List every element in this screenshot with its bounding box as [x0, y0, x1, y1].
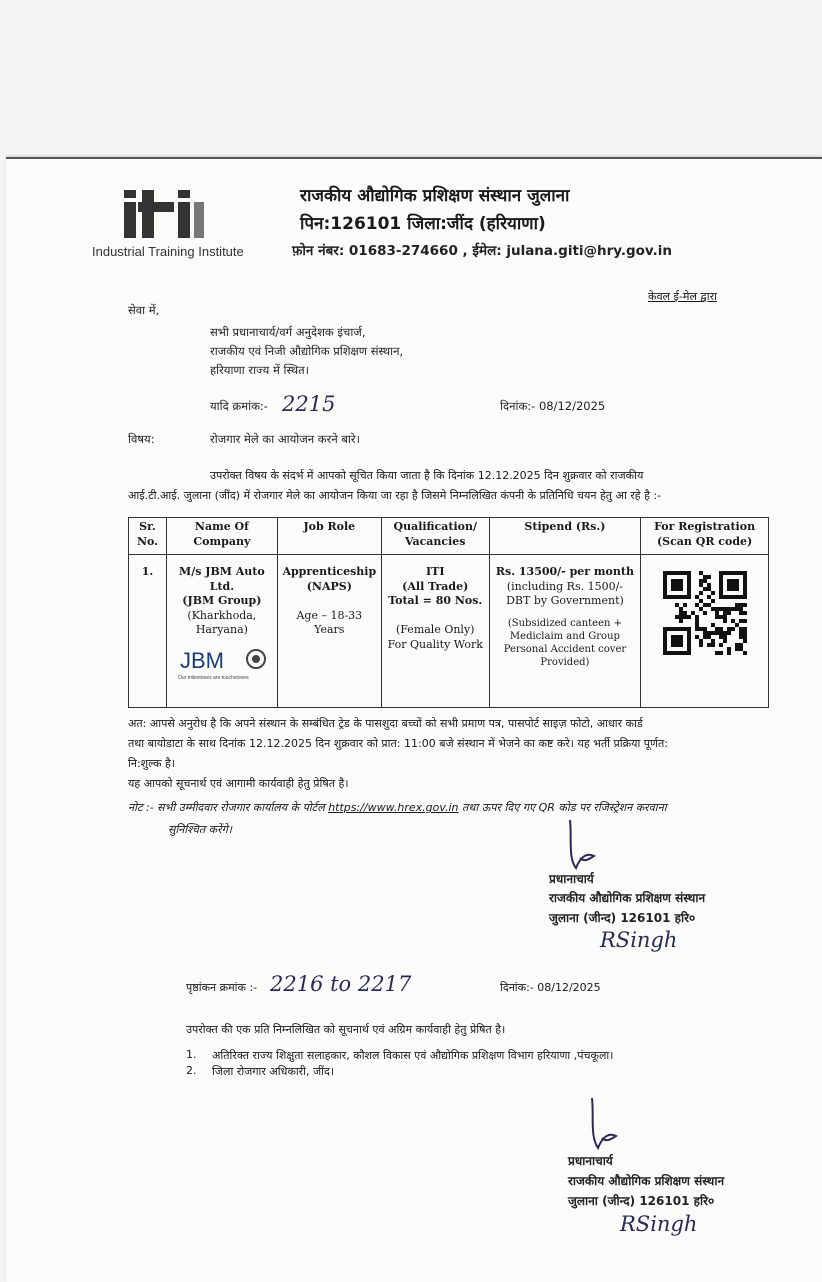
- recipient-number: 1.: [186, 1048, 197, 1061]
- stamp-title: प्रधानाचार्य: [549, 872, 594, 886]
- note-line: सुनिश्चित करेंगे।: [168, 823, 232, 836]
- note-suffix: तथा ऊपर दिए गए QR कोड पर रजिस्ट्रेशन करवाना: [462, 801, 667, 814]
- intro-line: उपरोक्त विषय के संदर्भ में आपको सूचित किया जाता है कि दिनांक 12.12.2025 दिन शुक्रवार को राजकीय: [210, 469, 644, 482]
- stamp-line: जुलाना (जीन्द) 126101 हरि०: [568, 1194, 715, 1208]
- addressee-line: राजकीय एवं निजी औद्योगिक प्रशिक्षण संस्थान,: [210, 344, 404, 358]
- subject-label: विषय:: [128, 432, 155, 446]
- institute-contact: फ़ोन नंबर: 01683-274660 , ईमेल: julana.giti@hry.gov.in: [292, 243, 672, 259]
- signature-mark: [558, 818, 618, 874]
- email-only-note: केवल ई-मेल द्वारा: [648, 290, 717, 303]
- institute-name: राजकीय औद्योगिक प्रशिक्षण संस्थान जुलाना: [300, 186, 570, 206]
- header-company: Name Of Company: [166, 518, 277, 555]
- stamp-line: राजकीय औद्योगिक प्रशिक्षण संस्थान: [549, 891, 706, 905]
- table-header-row: [129, 518, 769, 555]
- addressee-line: हरियाणा राज्य में स्थित।: [210, 363, 309, 377]
- cell-job-role: Apprenticeship (NAPS) Age – 18-33 Years: [277, 555, 381, 708]
- to-label: सेवा में,: [128, 303, 160, 317]
- recipient-number: 2.: [186, 1064, 197, 1077]
- header-qualification: Qualification/ Vacancies: [381, 518, 489, 555]
- ref-number-handwritten: 2215: [282, 392, 336, 416]
- svg-text:JBM: JBM: [179, 647, 224, 673]
- request-line: तथा बायोडाटा के साथ दिनांक 12.12.2025 दिन शुक्रवार को प्रात: 11:00 बजे संस्थान में भेजने का कष्ट करे। यह भर्ती प्रक्रिया पूर्णत:: [128, 737, 668, 750]
- request-line: नि:शुल्क है।: [128, 757, 176, 770]
- signature-mark: [578, 1096, 638, 1154]
- cell-sr: 1.: [129, 555, 167, 708]
- stamp-title: प्रधानाचार्य: [568, 1154, 613, 1168]
- endorsement-label: पृष्ठांकन क्रमांक :-: [186, 981, 258, 994]
- note-line: [128, 800, 667, 815]
- intro-line: आई.टी.आई. जुलाना (जींद) में रोजगार मेले का आयोजन किया जा रहा है जिसमे निम्नलिखित कंपनी के प्रतिनिधि चयन हेतु आ रहे है :-: [128, 489, 662, 502]
- header-registration: For Registration (Scan QR code): [641, 518, 769, 555]
- table-row: [129, 555, 769, 708]
- header-stipend: Stipend (Rs.): [489, 518, 641, 555]
- recipient-text: जिला रोजगार अधिकारी, जींद।: [212, 1065, 335, 1078]
- endorsement-numbers-handwritten: 2216 to 2217: [270, 972, 412, 996]
- cell-company: M/s JBM Auto Ltd. (JBM Group) (Kharkhoda, Haryana) JBM Our milestones are touchstones: [166, 555, 277, 708]
- copy-line: उपरोक्त की एक प्रति निम्नलिखित को सूचनार्थ एवं अग्रिम कार्यवाही हेतु प्रेषित है।: [186, 1023, 506, 1036]
- stamp-line: जुलाना (जीन्द) 126101 हरि०: [549, 911, 696, 925]
- handwritten-signature: RSingh: [600, 928, 678, 952]
- iti-logo: [118, 186, 208, 240]
- jbm-logo: [176, 646, 268, 682]
- endorsement-date: दिनांक:- 08/12/2025: [500, 981, 601, 994]
- qr-code-icon[interactable]: [663, 571, 747, 655]
- note-prefix: नोट :- सभी उम्मीदवार रोजगार कार्यालय के पोर्टल: [128, 801, 325, 814]
- cell-stipend: Rs. 13500/- per month (including Rs. 1500/- DBT by Government) (Subsidized canteen + Mediclaim and Group Personal Accident cover Provided): [489, 555, 641, 708]
- institute-address: पिन:126101 जिला:जींद (हरियाणा): [300, 214, 546, 234]
- letter-date: दिनांक:- 08/12/2025: [500, 399, 606, 413]
- ref-label: यादि क्रमांक:-: [210, 399, 268, 413]
- svg-text:Our milestones are touchstones: Our milestones are touchstones: [177, 674, 249, 681]
- subject-text: रोजगार मेले का आयोजन करने बारे।: [210, 432, 360, 446]
- header-job-role: Job Role: [277, 518, 381, 555]
- blank-top-band: [0, 0, 822, 157]
- job-table: [128, 517, 769, 708]
- header-sr: Sr. No.: [129, 518, 167, 555]
- recipient-text: अतिरिक्त राज्य शिक्षुता सलाहकार, कौशल विकास एवं औद्योगिक प्रशिक्षण विभाग हरियाणा ,पंचकूला।: [212, 1049, 614, 1062]
- cell-registration: [641, 555, 769, 708]
- cell-qualification: ITI (All Trade) Total = 80 Nos. (Female Only) For Quality Work: [381, 555, 489, 708]
- logo-caption: Industrial Training Institute: [92, 244, 244, 259]
- addressee-line: सभी प्रधानाचार्य/वर्ग अनुदेशक इंचार्ज,: [210, 325, 366, 339]
- request-line: अत: आपसे अनुरोध है कि अपने संस्थान के सम्बंधित ट्रेड के पासशुदा बच्चों को सभी प्रमाण पत्र, पासपोर्ट साइज़ फोटो, आधार कार्ड: [128, 717, 643, 730]
- handwritten-signature: RSingh: [620, 1212, 698, 1236]
- portal-link[interactable]: https://www.hrex.gov.in: [328, 801, 459, 814]
- stamp-line: राजकीय औद्योगिक प्रशिक्षण संस्थान: [568, 1174, 725, 1188]
- info-line: यह आपको सूचनार्थ एवं आगामी कार्यवाही हेतु प्रेषित है।: [128, 777, 349, 790]
